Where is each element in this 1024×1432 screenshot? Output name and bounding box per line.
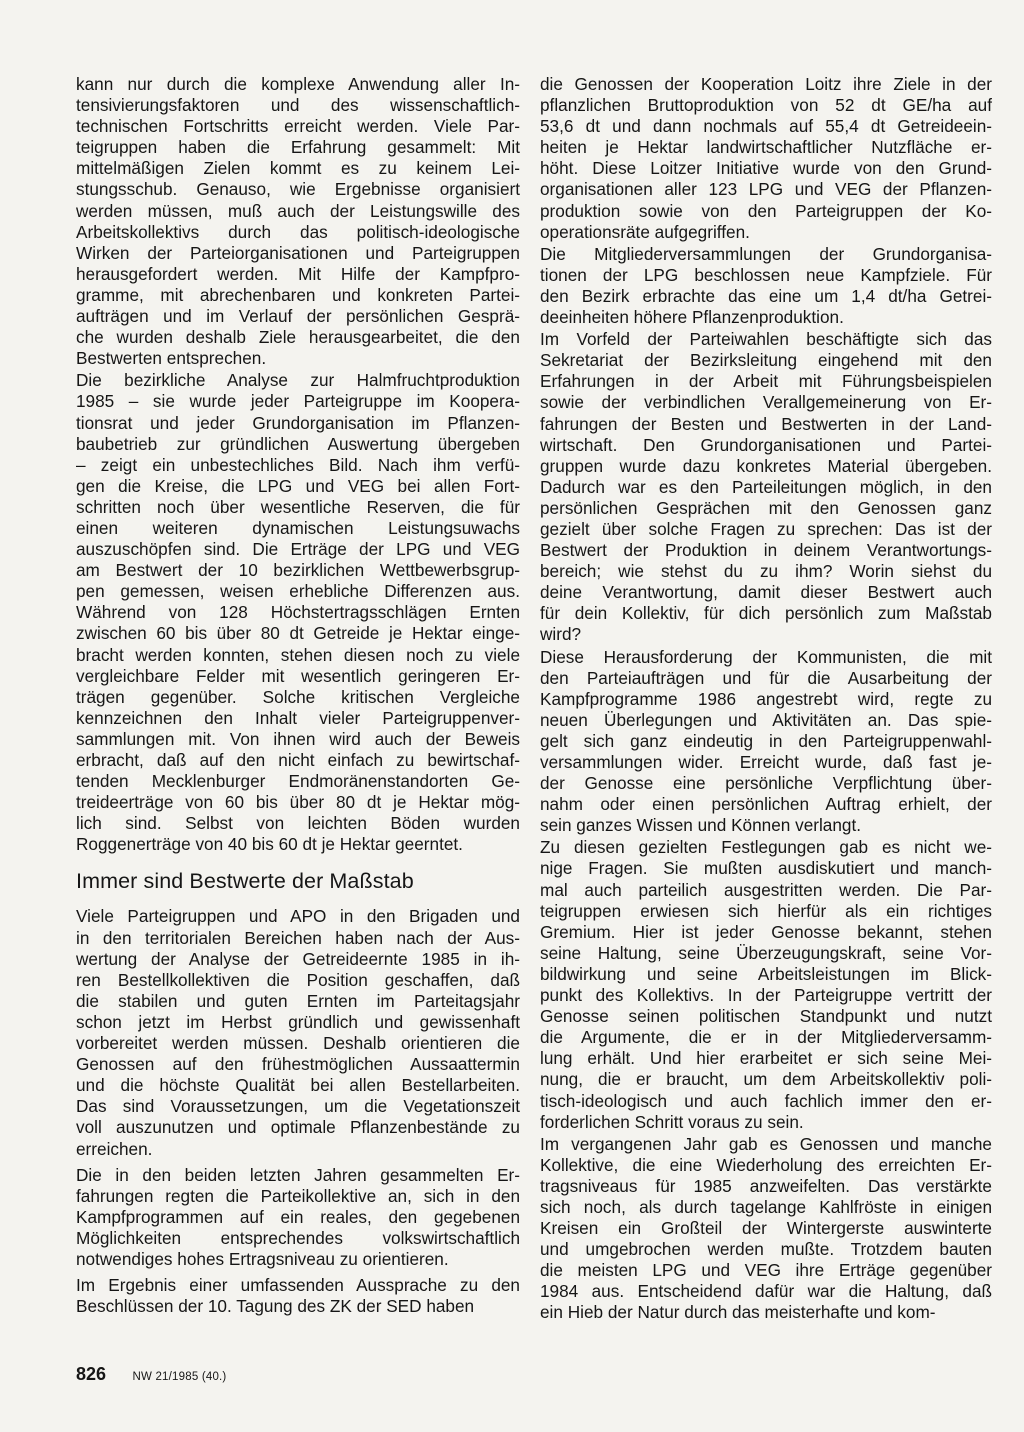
text-line: in den territorialen Bereichen haben nach der Aus- [76,927,520,948]
text-line: kann nur durch die komplexe Anwendung aller In- [76,74,520,94]
paragraph [76,370,520,855]
text-line: gruppen wurde dazu konkretes Material übergeben. [540,455,992,476]
text-line: die meisten LPG und VEG ihre Erträge gegenüber [540,1260,992,1281]
text-line: tragsniveaus für 1985 anzweifelten. Das verstärkte [540,1175,992,1196]
text-line: tisch-ideologisch und auch fachlich immer den er- [540,1090,992,1111]
text-line: herausgefordert werden. Mit Hilfe der Kampfpro- [76,263,520,284]
paragraph [76,1275,520,1317]
text-line: aufträgen und im Verlauf der persönlichen Gesprä- [76,306,520,327]
text-line: Kampfprogramme 1986 angestrebt wird, regte zu [540,688,992,709]
text-line: notwendiges hohes Ertragsniveau zu orientieren. [76,1248,449,1269]
text-line: am Bestwert der 10 bezirklichen Wettbewerbsgrup- [76,560,520,581]
section-heading: Immer sind Bestwerte der Maßstab [76,869,414,894]
issue-reference: NW 21/1985 (40.) [132,1371,227,1383]
text-line: organisationen aller 123 LPG und VEG der Pflanzen- [540,179,992,200]
paragraph [540,647,992,837]
text-line: wertung der Analyse der Getreideernte 1985 in ih- [76,948,520,969]
text-line: mittelmäßigen Zielen kommt es zu keinem Lei- [76,158,520,179]
text-line: einen weiteren dynamischen Leistungsuwachs [76,517,520,538]
text-line: und umgebrochen werden mußte. Trotzdem bauten [540,1239,992,1260]
text-line: wirtschaft. Den Grundorganisationen und Partei- [540,434,992,455]
text-line: fahrungen regten die Parteikollektive an, sich in den [76,1185,520,1206]
text-line: sich noch, als durch tagelange Kahlfröste in einigen [540,1196,992,1217]
text-line: lung erhält. Und hier erarbeitet er sich seine Mei- [540,1048,992,1069]
text-line: wird? [540,624,582,645]
text-line: teigruppen erwiesen sich hierfür als ein richtiges [540,900,992,921]
text-line: tionsrat und jeder Grundorganisation im Pflanzen- [76,412,520,433]
text-line: für dein Kollektiv, für dich persönlich zum Maßstab [540,603,992,624]
text-line: gezielt über solche Fragen zu sprechen: Das ist der [540,518,992,539]
text-line: ren Bestellkollektiven die Position geschaffen, daß [76,969,520,990]
text-line: die Genossen der Kooperation Loitz ihre Ziele in der [540,74,992,94]
text-line: höht. Diese Loitzer Initiative wurde von den Grund- [540,158,992,179]
text-line: Möglichkeiten entsprechendes volkswirtschaftlich [76,1227,520,1248]
text-line: Kreisen ein Großteil der Wintergerste auswinterte [540,1218,992,1239]
paragraph [540,837,992,1132]
text-line: stungsschub. Genauso, wie Ergebnisse organisiert [76,179,520,200]
left-column [76,74,520,1318]
text-line: sammlungen mit. Von ihnen wird auch der Beweis [76,728,520,749]
text-line: operationsräte aufgegriffen. [540,221,750,242]
paragraph [540,74,992,243]
text-line: Beschlüssen der 10. Tagung des ZK der SED haben [76,1296,475,1317]
text-line: persönlichen Gesprächen mit den Genossen ganz [540,497,992,518]
paragraph [540,329,992,645]
text-line: Bestwert der Produktion in deinem Verantwortungs- [540,540,992,561]
text-line: Die in den beiden letzten Jahren gesammelten Er- [76,1164,520,1185]
paragraph [76,1165,520,1270]
text-line: treideerträge von 60 bis über 80 dt je Hektar mög- [76,792,520,813]
text-line: bildwirkung und seine Arbeitsleistungen im Blick- [540,963,992,984]
text-line: trägen gegenüber. Solche kritischen Vergleiche [76,686,520,707]
text-line: erbracht, daß auf den nicht einfach zu bewirtschaf- [76,750,520,770]
text-line: Die Mitgliederversammlungen der Grundorganisa- [540,243,992,264]
text-line: bracht werden konnten, stehen diesen noch zu viele [76,644,520,665]
text-line: bereich; wie stehst du zu ihm? Worin siehst du [540,561,992,582]
text-line: neuen Überlegungen und Aktivitäten an. Das spie- [540,709,992,730]
text-line: deeinheiten höhere Pflanzenproduktion. [540,307,844,328]
text-line: schritten noch über wesentliche Reserven, die für [76,496,520,517]
text-line: sowie der verbindlichen Verallgemeinerung von Er- [540,392,992,413]
text-line: Erfahrungen in der Arbeit mit Führungsbeispielen [540,371,992,392]
text-line: Das sind Voraussetzungen, um die Vegetationszeit [76,1096,520,1117]
text-line: Wirken der Parteiorganisationen und Parteigruppen [76,242,520,263]
text-line: den Parteiaufträgen und für die Ausarbeitung der [540,667,992,688]
text-line: sein ganzes Wissen und Können verlangt. [540,815,862,836]
paragraph [540,1134,992,1324]
text-line: Sekretariat der Bezirksleitung eingehend mit den [540,350,992,371]
text-line: schon jetzt im Herbst gründlich und gewissenhaft [76,1011,520,1032]
text-line: Dadurch war es den Parteileitungen möglich, in den [540,476,992,497]
text-line: heiten je Hektar landwirtschaftlicher Nutzfläche er- [540,137,992,158]
page-number: 826 [76,1364,107,1384]
text-line: che wurden deshalb Ziele herausgearbeitet, die den [76,327,520,348]
text-line: gelt sich ganz eindeutig in den Parteigruppenwahl- [540,730,992,751]
text-line: Während von 128 Höchstertragsschlägen Ernten [76,602,520,623]
text-line: pen gemessen, weisen erhebliche Differenzen aus. [76,581,520,602]
text-line: Roggenerträge von 40 bis 60 dt je Hektar geerntet. [76,834,463,855]
text-line: vergleichbare Felder mit wesentlich geringeren Er- [76,665,520,686]
text-line: Bestwerten entsprechen. [76,348,267,369]
text-line: erreichen. [76,1138,153,1159]
text-line: Genossen auf den frühestmöglichen Aussaattermin [76,1054,520,1075]
text-line: gen die Kreise, die LPG und VEG bei allen Fort- [76,475,520,496]
text-line: nige Fragen. Sie mußten ausdiskutiert und manch- [540,858,992,879]
page-footer [76,1364,226,1385]
text-line: deine Verantwortung, damit dieser Bestwert auch [540,582,992,603]
text-line: Viele Parteigruppen und APO in den Brigaden und [76,906,520,927]
paragraph [76,74,520,369]
text-line: Arbeitskollektivs durch das politisch-ideologische [76,221,520,242]
text-line: Im vergangenen Jahr gab es Genossen und manche [540,1133,992,1154]
text-line: gramme, mit abrechenbaren und konkreten Partei- [76,284,520,305]
text-line: – zeigt ein unbestechliches Bild. Nach ihm verfü- [76,454,520,475]
text-line: mal auch parteilich ausgestritten werden. Die Par- [540,879,992,900]
text-line: baubetrieb zur gründlichen Auswertung übergeben [76,433,520,454]
text-line: kennzeichnen den Inhalt vieler Parteigruppenver- [76,707,520,728]
text-line: Zu diesen gezielten Festlegungen gab es nicht we- [540,837,992,858]
text-line: der Genosse eine persönliche Verpflichtung über- [540,773,992,794]
text-line: tenden Mecklenburger Endmoränenstandorten Ge- [76,771,520,792]
text-line: Im Ergebnis einer umfassenden Aussprache zu den [76,1275,520,1296]
text-line: punkt des Kollektivs. In der Parteigruppe vertritt der [540,985,992,1006]
text-line: Im Vorfeld der Parteiwahlen beschäftigte sich das [540,329,992,350]
text-line: produktion sowie von den Parteigruppen der Ko- [540,200,992,221]
paragraph [76,906,520,1159]
text-line: tionen der LPG beschlossen neue Kampfziele. Für [540,264,992,285]
text-line: 1984 aus. Entscheidend dafür war die Haltung, daß [540,1281,992,1302]
text-line: 1985 – sie wurde jeder Parteigruppe im Kooperа- [76,391,520,412]
text-line: Kollektive, die eine Wiederholung des erreichten Er- [540,1154,992,1175]
text-line: Genosse seinen politischen Standpunkt und nutzt [540,1006,992,1027]
text-line: vorbereitet werden müssen. Deshalb orientieren die [76,1033,520,1054]
text-line: Die bezirkliche Analyse zur Halmfruchtproduktion [76,370,520,391]
text-line: forderlichen Schritt voraus zu sein. [540,1111,804,1132]
text-line: werden müssen, muß auch der Leistungswille des [76,200,520,221]
text-line: seine Haltung, seine Überzeugungskraft, seine Vor- [540,942,992,963]
right-column [540,74,992,1325]
text-line: 53,6 dt und dann nochmals auf 55,4 dt Getreideein- [540,116,992,137]
text-line: den Bezirk erbrachte das eine um 1,4 dt/ha Getrei- [540,285,992,306]
text-line: die stabilen und guten Ernten im Parteitagsjahr [76,990,520,1011]
text-line: und die höchste Qualität bei allen Bestellarbeiten. [76,1075,520,1096]
text-line: voll auszunutzen und optimale Pflanzenbestände zu [76,1117,520,1138]
text-line: Kampfprogrammen auf ein reales, den gegebenen [76,1206,520,1227]
text-line: auszuschöpfen sind. Die Erträge der LPG und VEG [76,539,520,560]
text-line: Gremium. Hier ist jeder Genosse bekannt, stehen [540,921,992,942]
text-line: tensivierungsfaktoren und des wissenschaftlich- [76,95,520,116]
text-line: teigruppen haben die Erfahrung gesammelt: Mit [76,137,520,158]
text-line: lich sind. Selbst von leichten Böden wurden [76,813,520,834]
text-line: technischen Fortschritts erreicht werden. Viele Par- [76,116,520,137]
text-line: zwischen 60 bis über 80 dt Getreide je Hektar einge- [76,623,520,644]
text-line: Diese Herausforderung der Kommunisten, die mit [540,646,992,667]
text-line: die Argumente, die er in der Mitgliederversamm- [540,1027,992,1048]
text-line: pflanzlichen Bruttoproduktion von 52 dt GE/ha auf [540,95,992,116]
text-line: nahm oder einen persönlichen Auftrag erhielt, der [540,794,992,815]
text-line: fahrungen der Besten und Bestwerten in der Land- [540,413,992,434]
paragraph [540,244,992,328]
text-line: ein Hieb der Natur durch das meisterhafte und kom- [540,1302,936,1323]
text-line: versammlungen wider. Erreicht wurde, daß fast je- [540,752,992,772]
text-line: nung, die er braucht, um dem Arbeitskollektiv poli- [540,1069,992,1090]
